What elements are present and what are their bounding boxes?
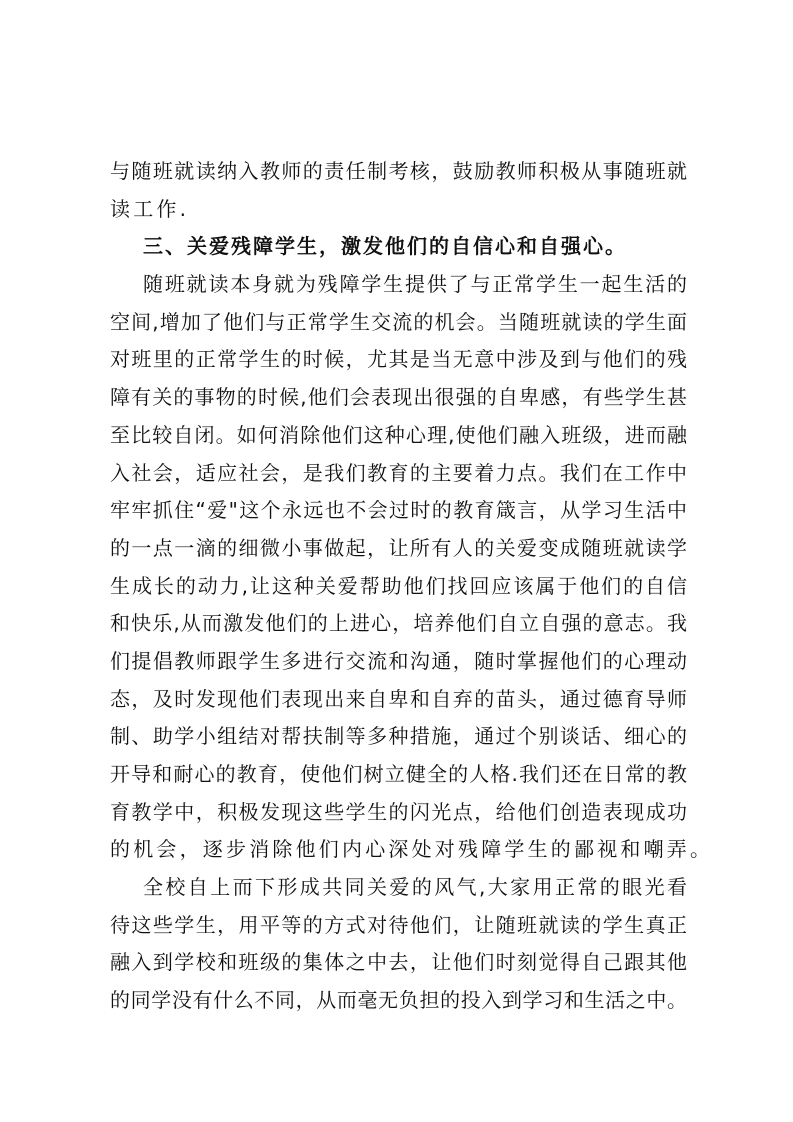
- text-line: 制、助学小组结对帮扶制等多种措施，通过个别谈话、细心的: [110, 724, 687, 749]
- text-line: 入社会，适应社会，是我们教育的主要着力点。我们在工作中: [110, 460, 687, 485]
- text-line: 育教学中，积极发现这些学生的闪光点，给他们创造表现成功: [110, 799, 687, 824]
- text-line: 生成长的动力,让这种关爱帮助他们找回应该属于他们的自信: [110, 573, 687, 598]
- text-line: 障有关的事物的时候,他们会表现出很强的自卑感，有些学生甚: [110, 385, 687, 410]
- text-line: 们提倡教师跟学生多进行交流和沟通，随时掌握他们的心理动: [110, 648, 687, 673]
- text-line: 开导和耐心的教育，使他们树立健全的人格.我们还在日常的教: [110, 762, 687, 786]
- text-line: 牢牢抓住“爱"这个永远也不会过时的教育箴言，从学习生活中: [110, 498, 687, 523]
- document-page: [110, 153, 714, 1020]
- text-line: 融入到学校和班级的集体之中去，让他们时刻觉得自己跟其他: [110, 950, 687, 975]
- text-line: 的同学没有什么不同，从而毫无负担的投入到学习和生活之中。: [110, 988, 687, 1013]
- text-line: 全校自上而下形成共同关爱的风气,大家用正常的眼光看: [143, 875, 687, 900]
- text-line: 至比较自闭。如何消除他们这种心理,使他们融入班级，进而融: [110, 422, 687, 447]
- text-line: 待这些学生，用平等的方式对待他们，让随班就读的学生真正: [110, 912, 687, 937]
- text-line: 和快乐,从而激发他们的上进心，培养他们自立自强的意志。我: [110, 611, 687, 636]
- text-line: 的机会，逐步消除他们内心深处对残障学生的鄙视和嘲弄。: [110, 837, 714, 862]
- text-line: 与随班就读纳入教师的责任制考核，鼓励教师积极从事随班就: [110, 159, 687, 183]
- section-heading: 三、关爱残障学生，激发他们的自信心和自强心。: [143, 234, 627, 259]
- text-line: 空间,增加了他们与正常学生交流的机会。当随班就读的学生面: [110, 309, 687, 334]
- text-line: 读工作.: [110, 196, 190, 221]
- text-line: 态，及时发现他们表现出来自卑和自弃的苗头，通过德育导师: [110, 686, 687, 711]
- text-line: 对班里的正常学生的时候，尤其是当无意中涉及到与他们的残: [110, 347, 687, 372]
- text-line: 随班就读本身就为残障学生提供了与正常学生一起生活的: [143, 272, 687, 297]
- text-line: 的一点一滴的细微小事做起，让所有人的关爱变成随班就读学: [110, 535, 687, 560]
